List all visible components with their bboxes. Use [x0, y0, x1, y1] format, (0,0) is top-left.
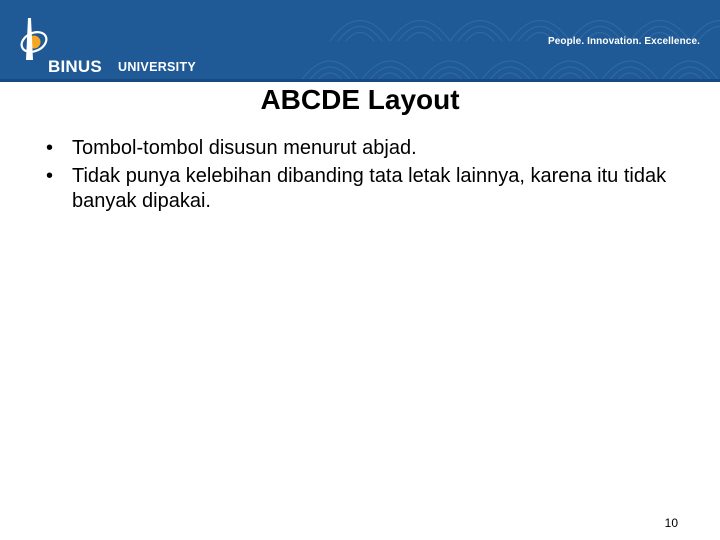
slide-title-text: ABCDE Layout [260, 84, 460, 115]
bullet-marker: • [46, 165, 54, 187]
slide-header [0, 0, 720, 82]
bullet-text: Tidak punya kelebihan dibanding tata letak lainnya, karena itu tidak banyak dipakai. [72, 165, 667, 212]
slide-title [0, 84, 720, 116]
logo-binus-text: BINUS [48, 57, 102, 76]
binus-logo [14, 12, 214, 76]
bullet-list [46, 136, 686, 217]
bullet-text: Tombol-tombol disusun menurut abjad. [72, 137, 417, 159]
header-tagline: People. Innovation. Excellence. [547, 36, 700, 47]
page-number: 10 [664, 516, 678, 530]
logo-university-text: UNIVERSITY [118, 60, 197, 74]
bullet-marker: • [46, 137, 54, 159]
header-divider [0, 79, 720, 82]
bullet-item [46, 164, 686, 214]
bullet-item [46, 136, 686, 161]
